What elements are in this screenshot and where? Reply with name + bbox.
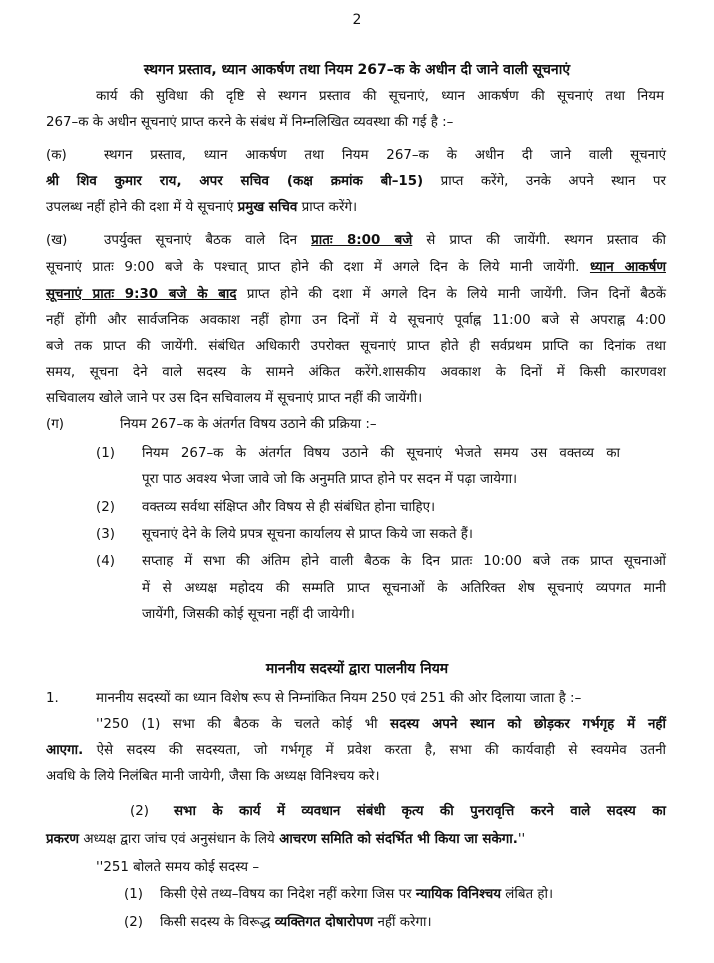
clause-ka-marker: (क) (46, 148, 67, 163)
item-1-line-2: पूरा पाठ अवश्य भेजा जावे जो कि अनुमति प्राप्त होने पर सदन में पढ़ा जायेगा। (142, 472, 518, 487)
item-1-line-1: नियम 267–क के अंतर्गत विषय उठाने की सूचनाएं भेजते समय उस वक्तव्य का (142, 446, 620, 461)
clause-kha-line-1: उपर्युक्त सूचनाएं बैठक वाले दिन प्रातः 8:00 बजे से प्राप्त की जायेंगी. स्थगन प्रस्ताव की (104, 233, 666, 248)
rule-251-item-2: किसी सदस्य के विरूद्ध व्यक्तिगत दोषारोपण नहीं करेगा। (160, 915, 432, 930)
item-number: (4) (96, 554, 115, 569)
item-4-line-2: में से अध्यक्ष महोदय की सम्मति प्राप्त सूचनाओं के अतिरिक्त शेष सूचनाएं व्यपगत मानी (142, 581, 666, 596)
clause-kha-line-7: सचिवालय खोले जाने पर उस दिन सचिवालय में सूचनाएं प्राप्त नहीं की जायेंगी। (46, 391, 423, 406)
page-number: 2 (352, 12, 362, 28)
section-title-notices: स्थगन प्रस्ताव, ध्यान आकर्षण तथा नियम 267–क के अधीन दी जाने वाली सूचनाएं (143, 62, 571, 78)
clause-ka-line-2: श्री शिव कुमार राय, अपर सचिव (कक्ष क्रमांक बी–15) प्राप्त करेंगे, उनके अपने स्थान पर (46, 174, 666, 189)
rule-251-item-1: किसी ऐसे तथ्य–विषय का निदेश नहीं करेगा जिस पर न्यायिक विनिश्चय लंबित हो। (160, 887, 554, 902)
clause-ga-marker: (ग) (46, 417, 64, 432)
item-2-line-1: वक्तव्य सर्वथा संक्षिप्त और विषय से ही संबंधित होना चाहिए। (142, 500, 436, 515)
rule-250-2-number: (2) (130, 804, 149, 819)
clause-kha-line-6: समय, सूचना देने वाले सदस्य के सामने अंकित करेंगे.शासकीय अवकाश के दिनों में किसी कारणवश (46, 365, 666, 380)
rule-250-line-3: अवधि के लिये निलंबित मानी जायेगी, जैसा कि अध्यक्ष विनिश्चय करे। (46, 769, 380, 784)
intro-line-2: 267–क के अधीन सूचनाएं प्राप्त करने के संबंध में निम्नलिखित व्यवस्था की गई है :– (46, 115, 454, 130)
item-number: (1) (96, 446, 115, 461)
item-number: (2) (124, 915, 143, 930)
para-1-text: माननीय सदस्यों का ध्यान विशेष रूप से निम्नांकित नियम 250 एवं 251 की ओर दिलाया जाता है :– (96, 691, 582, 706)
clause-kha-line-4: नहीं होंगी और सार्वजनिक अवकाश नहीं होगा उन दिनों में ये सूचनाएं पूर्वाह्न 11:00 बजे से अपराह्न 4:00 (46, 313, 666, 328)
time-8am: प्रातः 8:00 बजे (311, 233, 413, 248)
item-number: (1) (124, 887, 143, 902)
intro-line-1: कार्य की सुविधा की दृष्टि से स्थगन प्रस्ताव की सूचनाएं, ध्यान आकर्षण की सूचनाएं तथा नियम (96, 89, 664, 104)
rule-250-line-2: आएगा. ऐसे सदस्य की सदस्यता, जो गर्भगृह में प्रवेश करता है, सभा की कार्यवाही से स्वयमेव उतनी (46, 743, 666, 758)
clause-ka-line-3: उपलब्ध नहीं होने की दशा में ये सूचनाएं प्रमुख सचिव प्राप्त करेंगे। (46, 200, 358, 215)
principal-secretary: प्रमुख सचिव (237, 200, 298, 215)
rule-250-2-line-2: प्रकरण अध्यक्ष द्वारा जांच एवं अनुसंधान के लिये आचरण समिति को संदर्भित भी किया जा सकेगा.'' (46, 832, 526, 847)
clause-kha-marker: (ख) (46, 233, 68, 248)
para-1-number: 1. (46, 691, 59, 706)
clause-kha-line-3: सूचनाएं प्रातः 9:30 बजे के बाद प्राप्त होने की दशा में अगले दिन के लिये मानी जायेंगी. जिन दिनों बैठकें (46, 287, 666, 302)
item-4-line-1: सप्ताह में सभा की अंतिम होने वाली बैठक के दिन प्रातः 10:00 बजे तक प्राप्त सूचनाओं (142, 554, 666, 569)
item-number: (3) (96, 527, 115, 542)
section-title-rules: माननीय सदस्यों द्वारा पालनीय नियम (265, 661, 449, 677)
time-930am: सूचनाएं प्रातः 9:30 बजे के बाद (46, 287, 237, 302)
clause-ga-heading: नियम 267–क के अंतर्गत विषय उठाने की प्रक्रिया :– (120, 417, 377, 432)
rule-251-intro: ''251 बोलते समय कोई सदस्य – (96, 860, 260, 875)
clause-kha-line-2: सूचनाएं प्रातः 9:00 बजे के पश्चात् प्राप्त होने की दशा में अगले दिन के लिये मानी जायेंगी. ध्यान आकर्षण (46, 260, 666, 275)
item-4-line-3: जायेंगी, जिसकी कोई सूचना नहीं दी जायेगी। (142, 607, 355, 622)
item-number: (2) (96, 500, 115, 515)
officer-name: श्री शिव कुमार राय, अपर सचिव (कक्ष क्रमांक बी–15) (46, 174, 424, 189)
item-3-line-1: सूचनाएं देने के लिये प्रपत्र सूचना कार्यालय से प्राप्त किये जा सकते हैं। (142, 527, 473, 542)
clause-kha-line-5: बजे तक प्राप्त की जायेंगी. संबंधित अधिकारी उपरोक्त सूचनाएं प्राप्त होते ही सर्वप्रथम प्राप्ति का दिनांक तथा (46, 339, 666, 354)
rule-250-line-1: ''250 (1) सभा की बैठक के चलते कोई भी सदस्य अपने स्थान को छोड़कर गर्भगृह में नहीं (96, 717, 666, 732)
clause-ka-line-1: स्थगन प्रस्ताव, ध्यान आकर्षण तथा नियम 267–क के अधीन दी जाने वाली सूचनाएं (104, 148, 666, 163)
rule-250-2-line-1: सभा के कार्य में व्यवधान संबंधी कृत्य की पुनरावृत्ति करने वाले सदस्य का (174, 804, 666, 819)
